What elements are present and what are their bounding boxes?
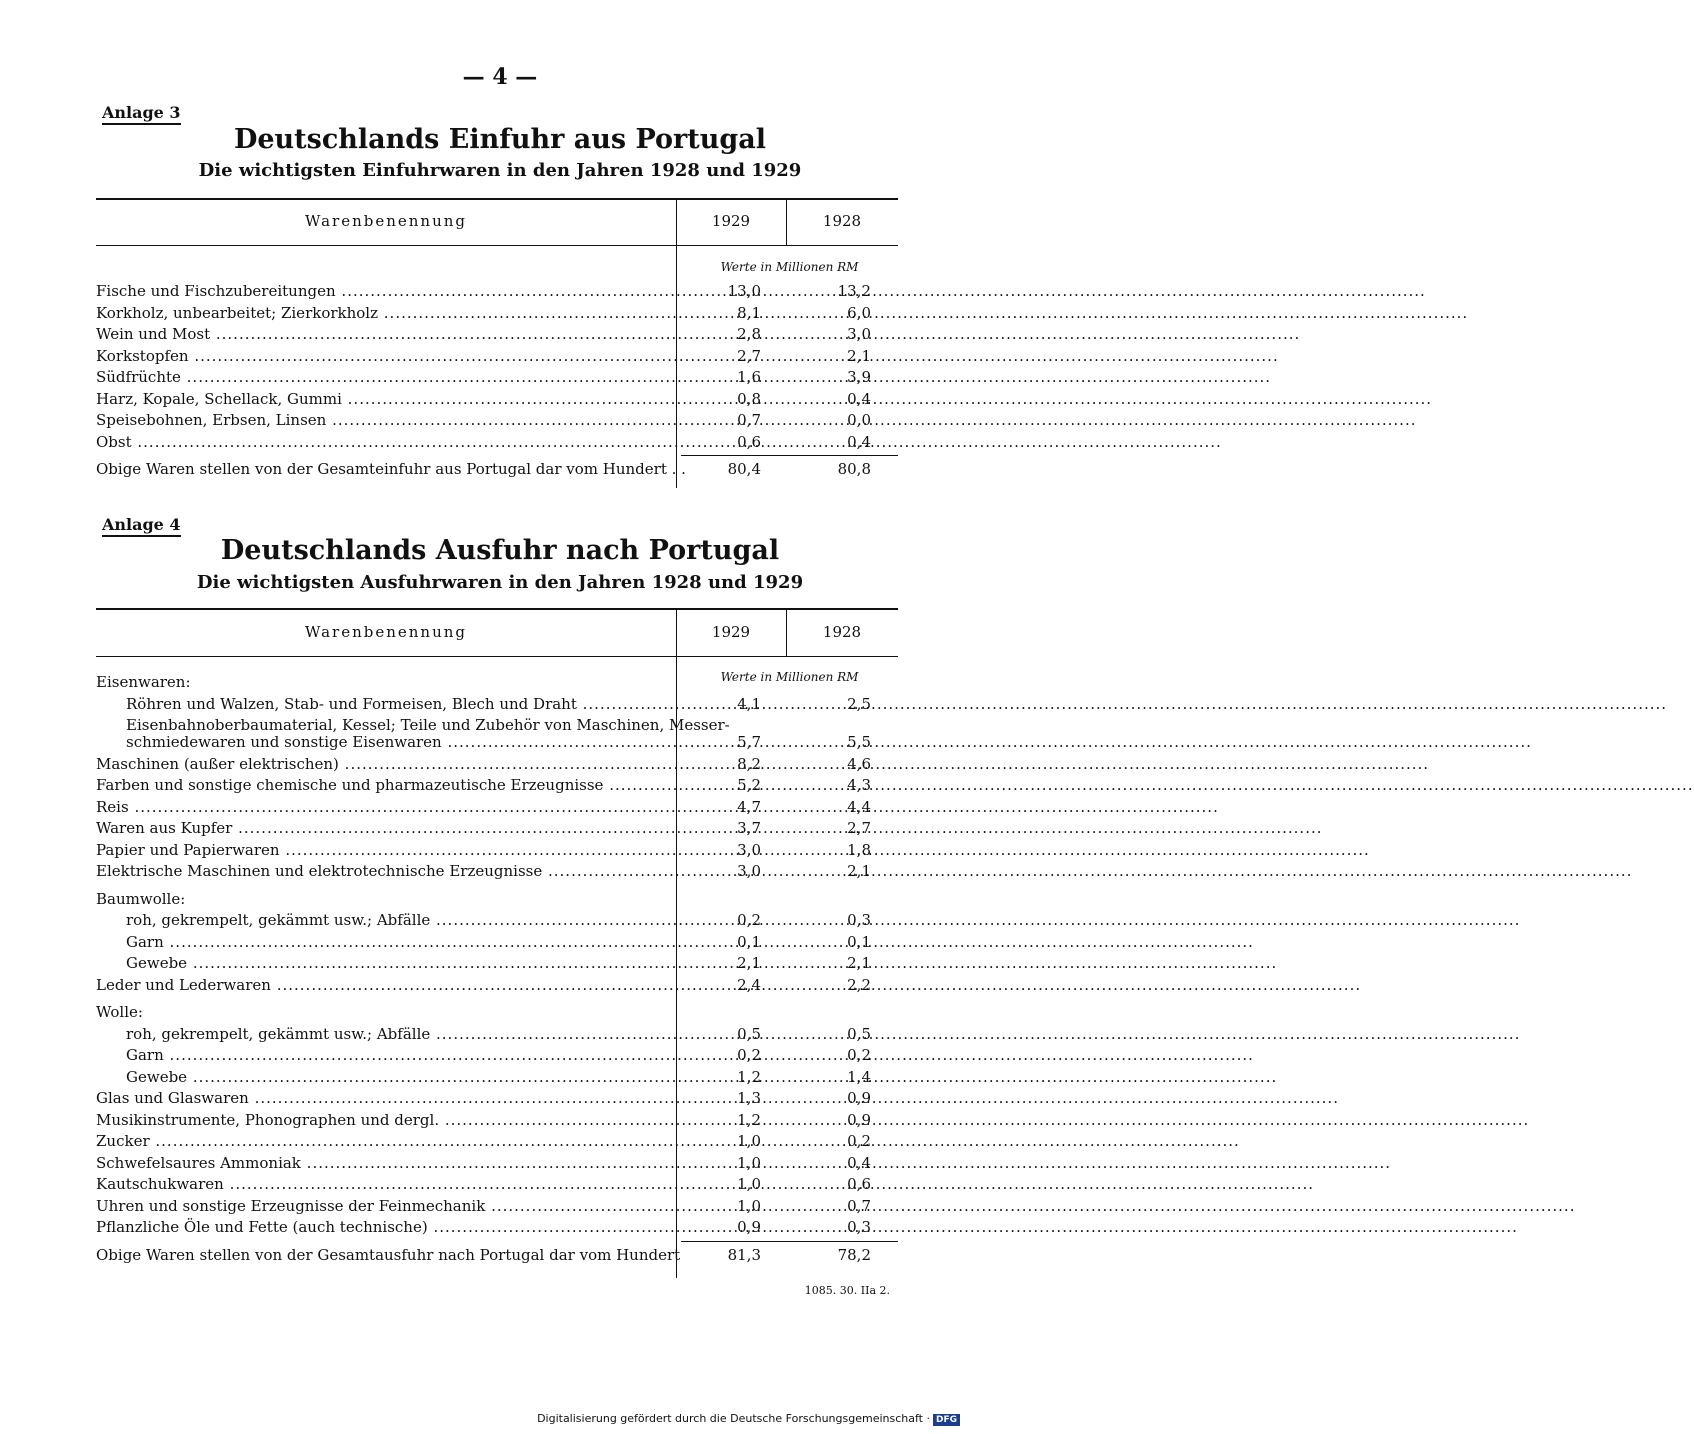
- value-1929: 8,1: [737, 303, 761, 322]
- value-1928: 2,1: [847, 346, 871, 365]
- total-1929: 80,4: [727, 460, 761, 478]
- row-label: Uhren und sonstige Erzeugnisse der Feinmechanik .....: [96, 1196, 661, 1217]
- value-1929: 2,8: [737, 325, 761, 343]
- table-row: [96, 410, 898, 431]
- unit-label: Werte in Millionen RM: [720, 670, 859, 684]
- value-1929: 1,2: [737, 1110, 761, 1129]
- table-top-rule: [96, 608, 898, 610]
- table-row: [96, 1088, 898, 1109]
- row-label: Obst .....: [96, 432, 661, 453]
- table-row: [96, 840, 898, 861]
- row-label: Papier und Papierwaren .....: [96, 840, 661, 861]
- row-label: Waren aus Kupfer .....: [96, 818, 661, 839]
- header-1928: 1928: [822, 623, 862, 641]
- value-1928: 2,7: [847, 819, 871, 837]
- value-1928: 0,3: [847, 911, 871, 929]
- value-1928: 4,4: [847, 797, 871, 816]
- table-row: [96, 1131, 898, 1152]
- value-1929: 5,7: [737, 733, 761, 751]
- row-label: Wolle:: [96, 1003, 143, 1021]
- value-1928: 0,6: [847, 1175, 871, 1193]
- value-1928: 0,4: [847, 389, 871, 408]
- row-label: roh, gekrempelt, gekämmt usw.; Abfälle .....: [126, 1024, 661, 1045]
- row-label: Korkstopfen .....: [96, 346, 661, 367]
- table-row: [96, 1110, 898, 1131]
- row-label: Harz, Kopale, Schellack, Gummi .....: [96, 389, 661, 410]
- value-1929: 3,0: [737, 840, 761, 859]
- dfg-logo: DFG: [933, 1414, 960, 1426]
- value-1929: 0,8: [737, 389, 761, 408]
- row-label: Gewebe .....: [126, 953, 661, 974]
- row-label: Pflanzliche Öle und Fette (auch technische) .....: [96, 1217, 661, 1238]
- header-rule: [96, 245, 898, 246]
- row-label: Eisenwaren:: [96, 673, 191, 691]
- value-1928: 0,4: [847, 1153, 871, 1172]
- value-1929: 1,0: [737, 1153, 761, 1172]
- table-row: [96, 1067, 898, 1088]
- header-warenbenennung: Warenbenennung: [304, 623, 468, 641]
- table-row: [96, 754, 898, 775]
- total-1929: 81,3: [727, 1245, 761, 1264]
- value-1928: 0,5: [847, 1024, 871, 1043]
- value-1928: 0,2: [847, 1132, 871, 1150]
- row-label: Maschinen (außer elektrischen) .....: [96, 754, 661, 775]
- table-row: [96, 672, 898, 693]
- value-1929: 2,7: [737, 346, 761, 365]
- value-1928: 0,4: [847, 432, 871, 451]
- value-1929: 0,7: [737, 411, 761, 429]
- value-1928: 1,8: [847, 840, 871, 859]
- footer-text: Digitalisierung gefördert durch die Deutsche Forschungsgemeinschaft ·: [537, 1412, 930, 1425]
- row-label: Leder und Lederwaren .....: [96, 975, 661, 996]
- row-label: Reis .....: [96, 797, 661, 818]
- section-title-export: Deutschlands Ausfuhr nach Portugal: [220, 535, 780, 566]
- value-1929: 0,6: [737, 432, 761, 451]
- table-row: [96, 1045, 898, 1066]
- value-1928: 4,6: [847, 754, 871, 773]
- row-label: Farben und sonstige chemische und pharmazeutische Erzeugnisse .....: [96, 775, 661, 796]
- value-1928: 3,9: [847, 368, 871, 386]
- row-label: Glas und Glaswaren .....: [96, 1088, 661, 1109]
- table-row: [96, 324, 898, 345]
- footer: [537, 1412, 960, 1426]
- value-1929: 13,0: [727, 282, 761, 300]
- page-number: — 4 —: [462, 64, 538, 90]
- value-1928: 0,1: [847, 932, 871, 951]
- value-1929: 0,1: [737, 932, 761, 951]
- value-1929: 4,1: [737, 694, 761, 713]
- annex-label-3: Anlage 3: [102, 103, 181, 125]
- table-row: [96, 889, 898, 910]
- table-row: [96, 389, 898, 410]
- table-row: [96, 797, 898, 818]
- value-1929: 8,2: [737, 754, 761, 773]
- value-1929: 0,2: [737, 911, 761, 929]
- total-label: Obige Waren stellen von der Gesamtausfuhr nach Portugal dar vom Hundert: [96, 1245, 681, 1264]
- unit-label: Werte in Millionen RM: [720, 260, 859, 274]
- header-1928: 1928: [822, 212, 862, 230]
- value-1929: 0,9: [737, 1218, 761, 1236]
- value-1928: 0,3: [847, 1218, 871, 1236]
- table-row: [96, 281, 898, 302]
- row-label: Kautschukwaren .....: [96, 1174, 661, 1195]
- annex-label-4: Anlage 4: [102, 515, 181, 537]
- header-warenbenennung: Warenbenennung: [304, 212, 468, 230]
- row-label: Baumwolle:: [96, 889, 186, 908]
- value-1929: 0,2: [737, 1046, 761, 1064]
- value-1928: 0,2: [847, 1046, 871, 1064]
- export-table: [96, 608, 898, 1278]
- table-row: [96, 861, 898, 882]
- table-row: [96, 910, 898, 931]
- value-1929: 1,2: [737, 1067, 761, 1086]
- table-row: [96, 775, 898, 796]
- value-1929: 5,2: [737, 776, 761, 794]
- row-label: Korkholz, unbearbeitet; Zierkorkholz .....: [96, 303, 661, 324]
- row-label: Südfrüchte .....: [96, 367, 661, 388]
- sum-rule: [681, 1241, 898, 1242]
- table-row: [96, 367, 898, 388]
- table-row: [96, 1002, 898, 1023]
- section-title-import: Deutschlands Einfuhr aus Portugal: [233, 124, 767, 155]
- value-1928: 3,0: [847, 325, 871, 343]
- value-1929: 3,0: [737, 862, 761, 880]
- section-subtitle-export: Die wichtigsten Ausfuhrwaren in den Jahren 1928 und 1929: [196, 572, 804, 593]
- row-label: Musikinstrumente, Phonographen und dergl. .....: [96, 1110, 661, 1131]
- value-1929: 1,0: [737, 1132, 761, 1150]
- import-table: [96, 198, 898, 488]
- table-row: [96, 694, 898, 715]
- table-row: [96, 818, 898, 839]
- table-row: [96, 1153, 898, 1174]
- value-1928: 4,3: [847, 776, 871, 794]
- value-1929: 3,7: [737, 819, 761, 837]
- print-note: 1085. 30. IIa 2.: [804, 1284, 890, 1297]
- table-row: [96, 303, 898, 324]
- value-1929: 4,7: [737, 797, 761, 816]
- row-label: Gewebe .....: [126, 1067, 661, 1088]
- row-label: Elektrische Maschinen und elektrotechnische Erzeugnisse .....: [96, 861, 661, 882]
- value-1929: 1,0: [737, 1175, 761, 1193]
- value-1929: 2,4: [737, 975, 761, 994]
- row-label: Röhren und Walzen, Stab- und Formeisen, Blech und Draht .....: [126, 694, 661, 715]
- table-row: [96, 346, 898, 367]
- value-1928: 2,1: [847, 862, 871, 880]
- value-1928: 0,9: [847, 1110, 871, 1129]
- header-1929: 1929: [711, 212, 751, 230]
- table-row: [96, 732, 898, 753]
- value-1928: 0,0: [847, 411, 871, 429]
- value-1929: 1,0: [737, 1196, 761, 1215]
- table-row: [96, 953, 898, 974]
- value-1929: 0,5: [737, 1024, 761, 1043]
- row-label: Wein und Most .....: [96, 324, 661, 345]
- table-row: [96, 1024, 898, 1045]
- value-1928: 13,2: [837, 282, 871, 300]
- total-1928: 80,8: [837, 460, 871, 478]
- row-label: Fische und Fischzubereitungen .....: [96, 281, 661, 302]
- value-1928: 0,7: [847, 1196, 871, 1215]
- sum-rule: [681, 455, 898, 456]
- table-row: [96, 1196, 898, 1217]
- section-subtitle-import: Die wichtigsten Einfuhrwaren in den Jahren 1928 und 1929: [198, 160, 802, 181]
- row-label: roh, gekrempelt, gekämmt usw.; Abfälle .....: [126, 910, 661, 931]
- table-row: [96, 975, 898, 996]
- table-row: [96, 932, 898, 953]
- row-label: Garn .....: [126, 932, 661, 953]
- row-label: schmiedewaren und sonstige Eisenwaren .....: [126, 732, 661, 753]
- value-1928: 6,0: [847, 303, 871, 322]
- table-row: [96, 1174, 898, 1195]
- header-rule: [96, 656, 898, 657]
- row-label: Garn .....: [126, 1045, 661, 1066]
- value-1928: 2,1: [847, 954, 871, 972]
- value-1929: 1,3: [737, 1089, 761, 1107]
- table-row: [96, 1217, 898, 1238]
- header-1929: 1929: [711, 623, 751, 641]
- value-1929: 2,1: [737, 954, 761, 972]
- value-1928: 2,2: [847, 975, 871, 994]
- table-top-rule: [96, 198, 898, 200]
- value-1928: 5,5: [847, 733, 871, 751]
- total-row: [96, 1245, 898, 1266]
- row-label: Schwefelsaures Ammoniak .....: [96, 1153, 661, 1174]
- value-1929: 1,6: [737, 368, 761, 386]
- row-label: Eisenbahnoberbaumaterial, Kessel; Teile und Zubehör von Maschinen, Messer-: [126, 716, 730, 734]
- row-label: Zucker .....: [96, 1131, 661, 1152]
- total-1928: 78,2: [837, 1245, 871, 1264]
- row-label: Speisebohnen, Erbsen, Linsen .....: [96, 410, 661, 431]
- total-row: [96, 459, 898, 480]
- total-label: Obige Waren stellen von der Gesamteinfuhr aus Portugal dar vom Hundert . .: [96, 460, 686, 478]
- value-1928: 0,9: [847, 1089, 871, 1107]
- value-1928: 2,5: [847, 694, 871, 713]
- table-row: [96, 432, 898, 453]
- value-1928: 1,4: [847, 1067, 871, 1086]
